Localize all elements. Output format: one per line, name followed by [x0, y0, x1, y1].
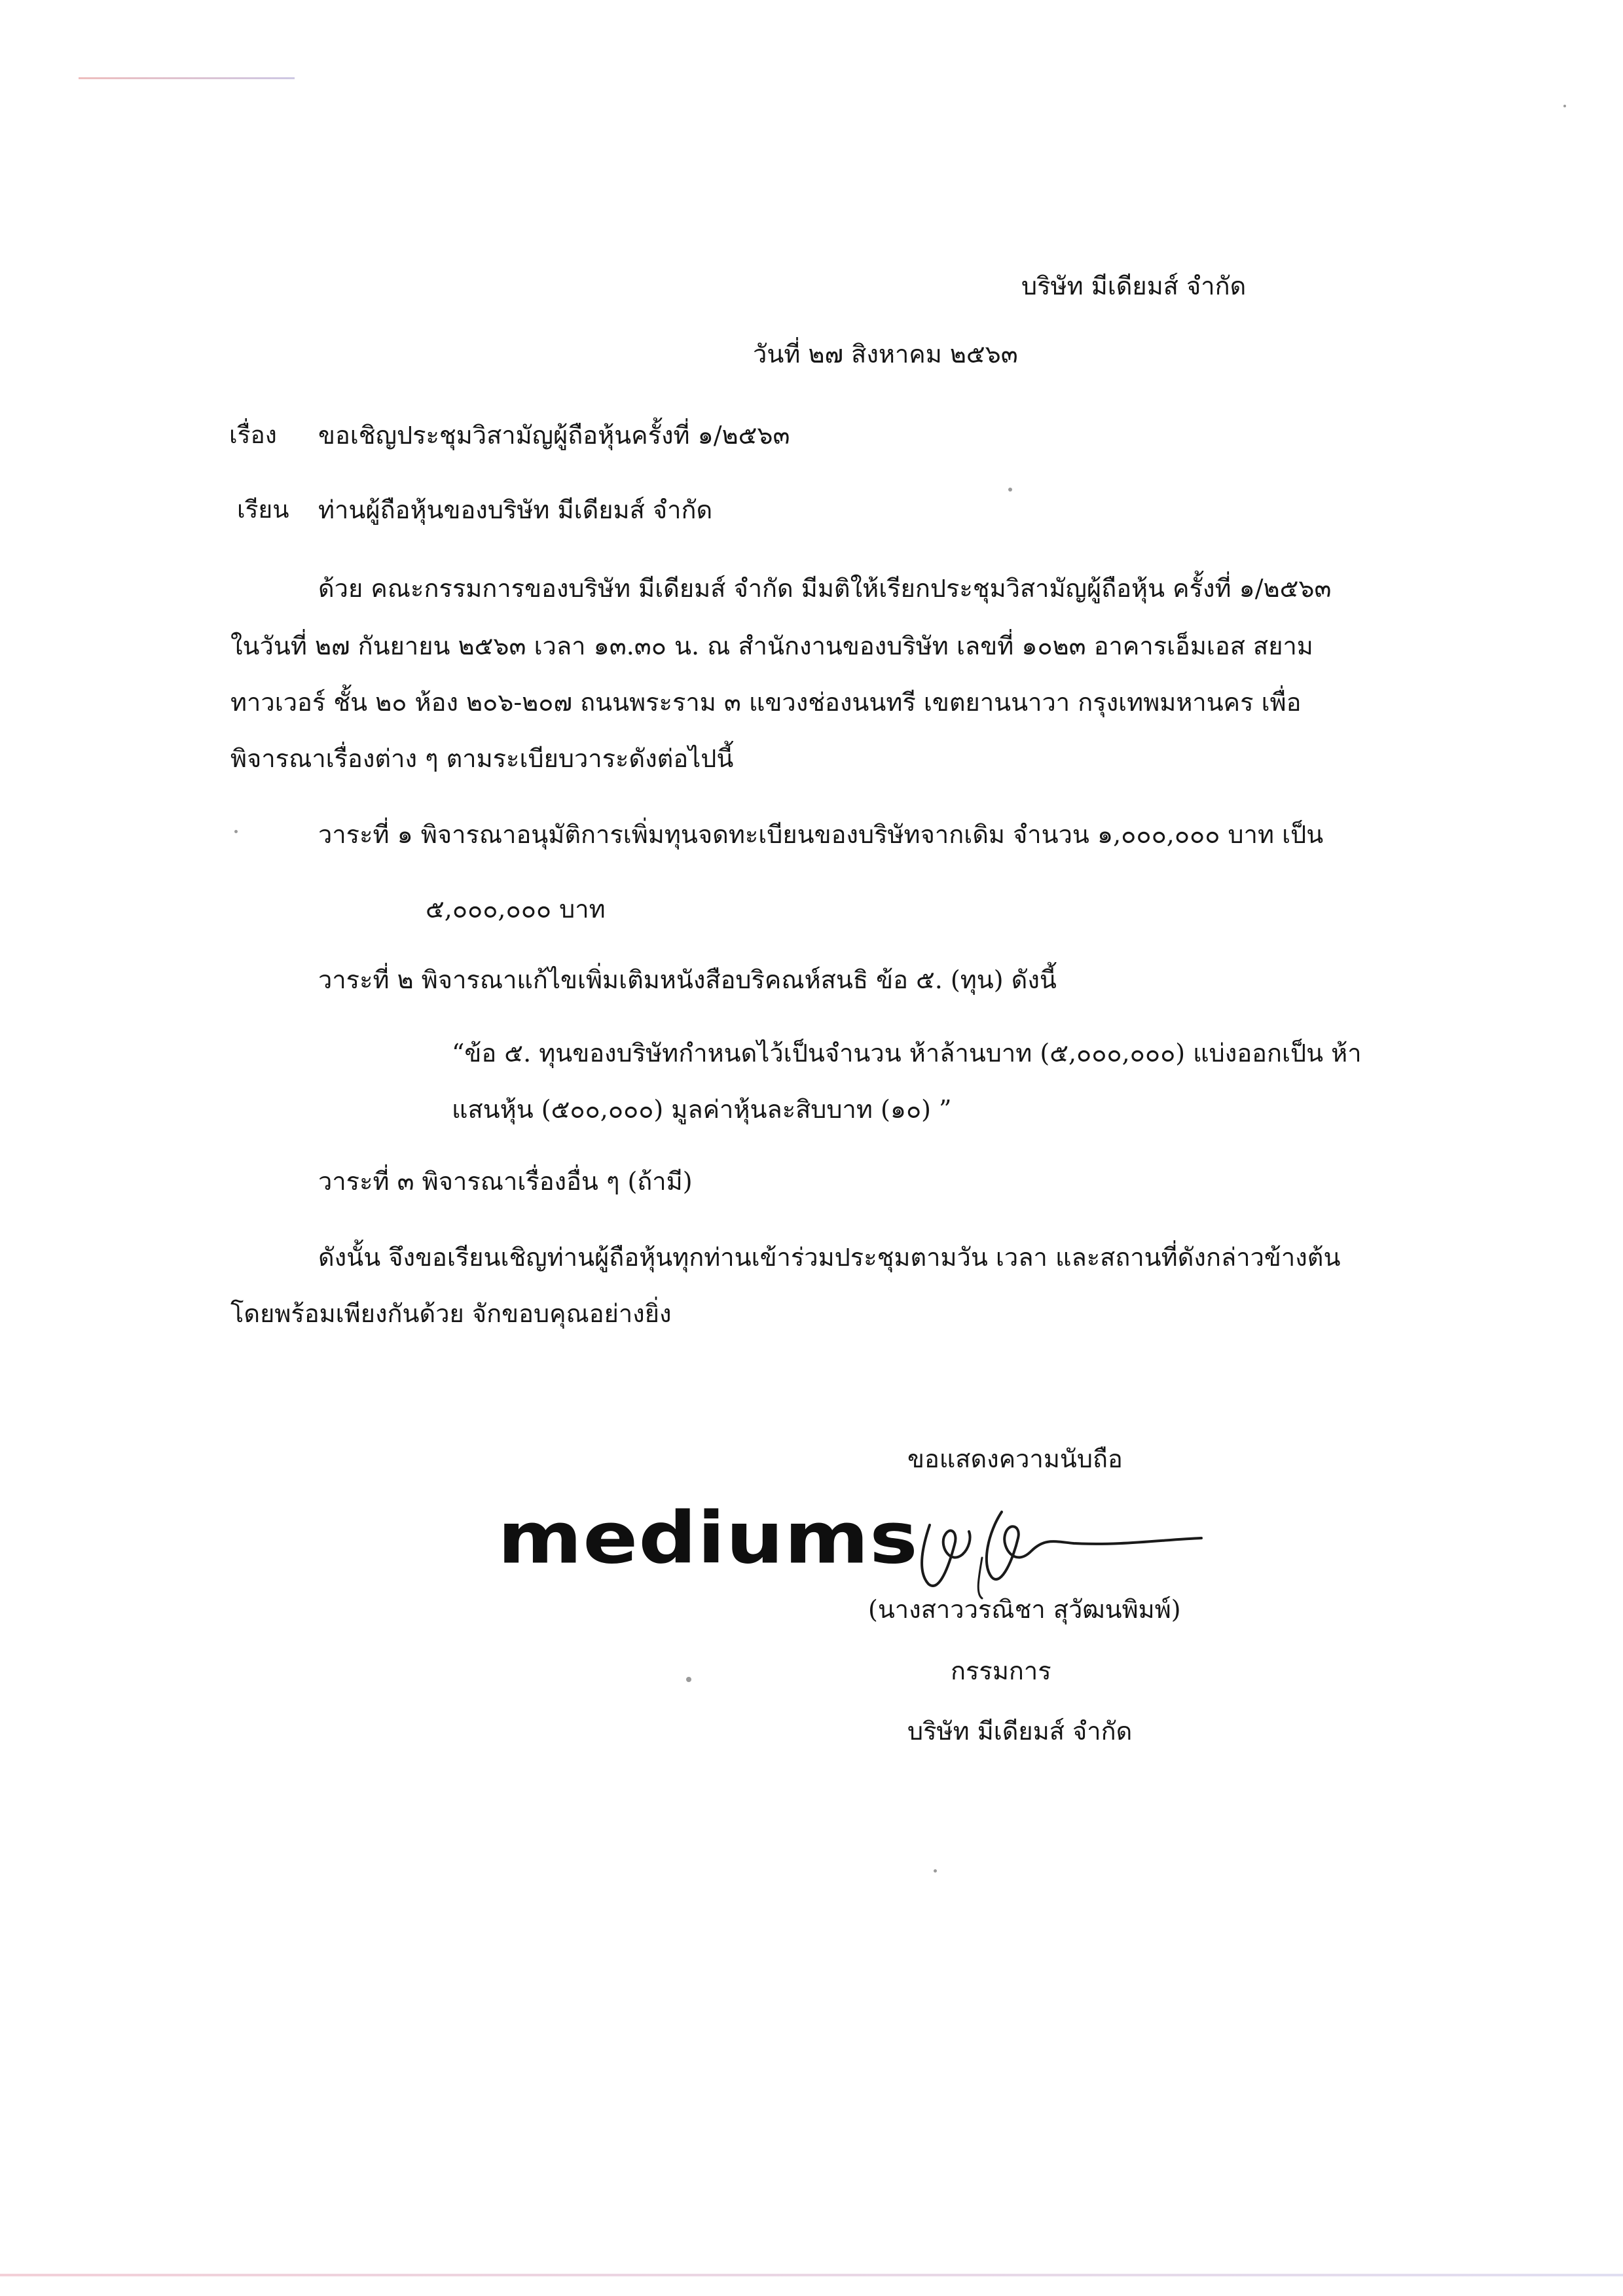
subject-text: ขอเชิญประชุมวิสามัญผู้ถือหุ้นครั้งที่ ๑/๒๕๖๓ — [318, 421, 790, 450]
agenda-item-1-continued: ๕,๐๐๐,๐๐๐ บาท — [426, 895, 606, 924]
agenda-item-1: วาระที่ ๑ พิจารณาอนุมัติการเพิ่มทุนจดทะเบียนของบริษัทจากเดิม จำนวน ๑,๐๐๐,๐๐๐ บาท เป็น — [318, 820, 1324, 849]
intro-line-2: ในวันที่ ๒๗ กันยายน ๒๕๖๓ เวลา ๑๓.๓๐ น. ณ สำนักงานของบริษัท เลขที่ ๑๐๒๓ อาคารเอ็มเอส สยาม — [230, 632, 1313, 660]
signer-company: บริษัท มีเดียมส์ จำกัด — [907, 1717, 1133, 1746]
intro-line-1: ด้วย คณะกรรมการของบริษัท มีเดียมส์ จำกัด มีมติให้เรียกประชุมวิสามัญผู้ถือหุ้น ครั้งที่ ๑/๒๕๖๓ — [318, 574, 1332, 603]
agenda-item-2-quote-line-2: แสนหุ้น (๕๐๐,๐๐๐) มูลค่าหุ้นละสิบบาท (๑๐) ” — [452, 1095, 952, 1124]
company-header: บริษัท มีเดียมส์ จำกัด — [1021, 272, 1247, 300]
company-logo: mediums — [498, 1497, 919, 1580]
recipient-text: ท่านผู้ถือหุ้นของบริษัท มีเดียมส์ จำกัด — [318, 495, 713, 524]
scan-speck — [934, 1869, 937, 1873]
letter-date: วันที่ ๒๗ สิงหาคม ๒๕๖๓ — [753, 340, 1018, 368]
scan-speck — [234, 830, 238, 833]
conclusion-line-1: ดังนั้น จึงขอเรียนเชิญท่านผู้ถือหุ้นทุกท่านเข้าร่วมประชุมตามวัน เวลา และสถานที่ดังกล่าวข้างต้น — [318, 1243, 1341, 1272]
signer-name: (นางสาววรณิชา สุวัฒนพิมพ์) — [868, 1595, 1181, 1624]
scan-speck — [1563, 105, 1566, 107]
scan-speck — [686, 1677, 691, 1682]
scan-speck — [1008, 488, 1012, 492]
handwritten-signature — [903, 1486, 1218, 1604]
signer-title: กรรมการ — [951, 1657, 1051, 1685]
scan-artifact-top — [79, 77, 295, 79]
intro-line-3: ทาวเวอร์ ชั้น ๒๐ ห้อง ๒๐๖-๒๐๗ ถนนพระราม ๓ แขวงช่องนนทรี เขตยานนาวา กรุงเทพมหานคร เพื่อ — [230, 688, 1302, 717]
intro-line-4: พิจารณาเรื่องต่าง ๆ ตามระเบียบวาระดังต่อไปนี้ — [230, 744, 734, 773]
agenda-item-2: วาระที่ ๒ พิจารณาแก้ไขเพิ่มเติมหนังสือบริคณห์สนธิ ข้อ ๕. (ทุน) ดังนี้ — [318, 965, 1057, 994]
recipient-label: เรียน — [237, 495, 289, 524]
closing-salutation: ขอแสดงความนับถือ — [907, 1444, 1123, 1473]
agenda-item-2-quote-line-1: “ข้อ ๕. ทุนของบริษัทกำหนดไว้เป็นจำนวน ห้าล้านบาท (๕,๐๐๐,๐๐๐) แบ่งออกเป็น ห้า — [452, 1039, 1362, 1067]
agenda-item-3: วาระที่ ๓ พิจารณาเรื่องอื่น ๆ (ถ้ามี) — [318, 1167, 693, 1196]
scan-artifact-bottom — [0, 2274, 1623, 2276]
subject-label: เรื่อง — [229, 421, 277, 449]
conclusion-line-2: โดยพร้อมเพียงกันด้วย จักขอบคุณอย่างยิ่ง — [230, 1299, 672, 1328]
